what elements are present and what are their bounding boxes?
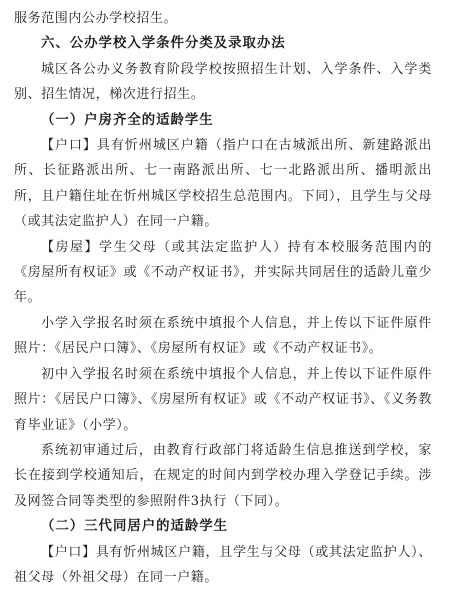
paragraph-hukou-1: 【户口】具有忻州城区户籍（指户口在古城派出所、新建路派出所、长征路派出所、七一南路派出所、七一北路派出所、播明派出所，且户籍住址在忻州城区学校招生总范围内。下同），且学生与父母（或其法定监护人）在同一户籍。: [14, 138, 432, 230]
paragraph-middle-registration: 初中入学报名时须在系统中填报个人信息，并上传以下证件原件照片：《居民户口簿》、《房屋所有权证》或《不动产权证书》、《义务教育毕业证》（小学）。: [14, 366, 432, 433]
subsection-heading-one: （一）户房齐全的适龄学生: [41, 111, 214, 128]
section-heading-six: 六、公办学校入学条件分类及录取办法: [41, 35, 286, 52]
subsection-heading-two: （二）三代同居户的适龄学生: [41, 518, 229, 535]
paragraph-hukou-2: 【户口】具有忻州城区户籍，且学生与父母（或其法定监护人）、祖父母（外祖父母）在同一户籍。: [14, 544, 432, 585]
paragraph-review-process: 系统初审通过后，由教育行政部门将适龄生信息推送到学校，家长在接到学校通知后，在规定的时间内到学校办理入学登记手续。涉及网签合同等类型的参照附件3执行（下同）。: [14, 442, 432, 509]
paragraph-primary-registration: 小学入学报名时须在系统中填报个人信息，并上传以下证件原件照片：《居民户口簿》、《房屋所有权证》或《不动产权证书》。: [14, 315, 432, 357]
paragraph-continuation: 服务范围内公办学校招生。: [14, 11, 178, 26]
paragraph-housing: 【房屋】学生父母（或其法定监护人）持有本校服务范围内的《房屋所有权证》或《不动产权证书》，并实际共同居住的适龄儿童少年。: [14, 239, 432, 306]
paragraph-intro: 城区各公办义务教育阶段学校按照招生计划、入学条件、入学类别、招生情况，梯次进行招生。: [14, 61, 432, 103]
